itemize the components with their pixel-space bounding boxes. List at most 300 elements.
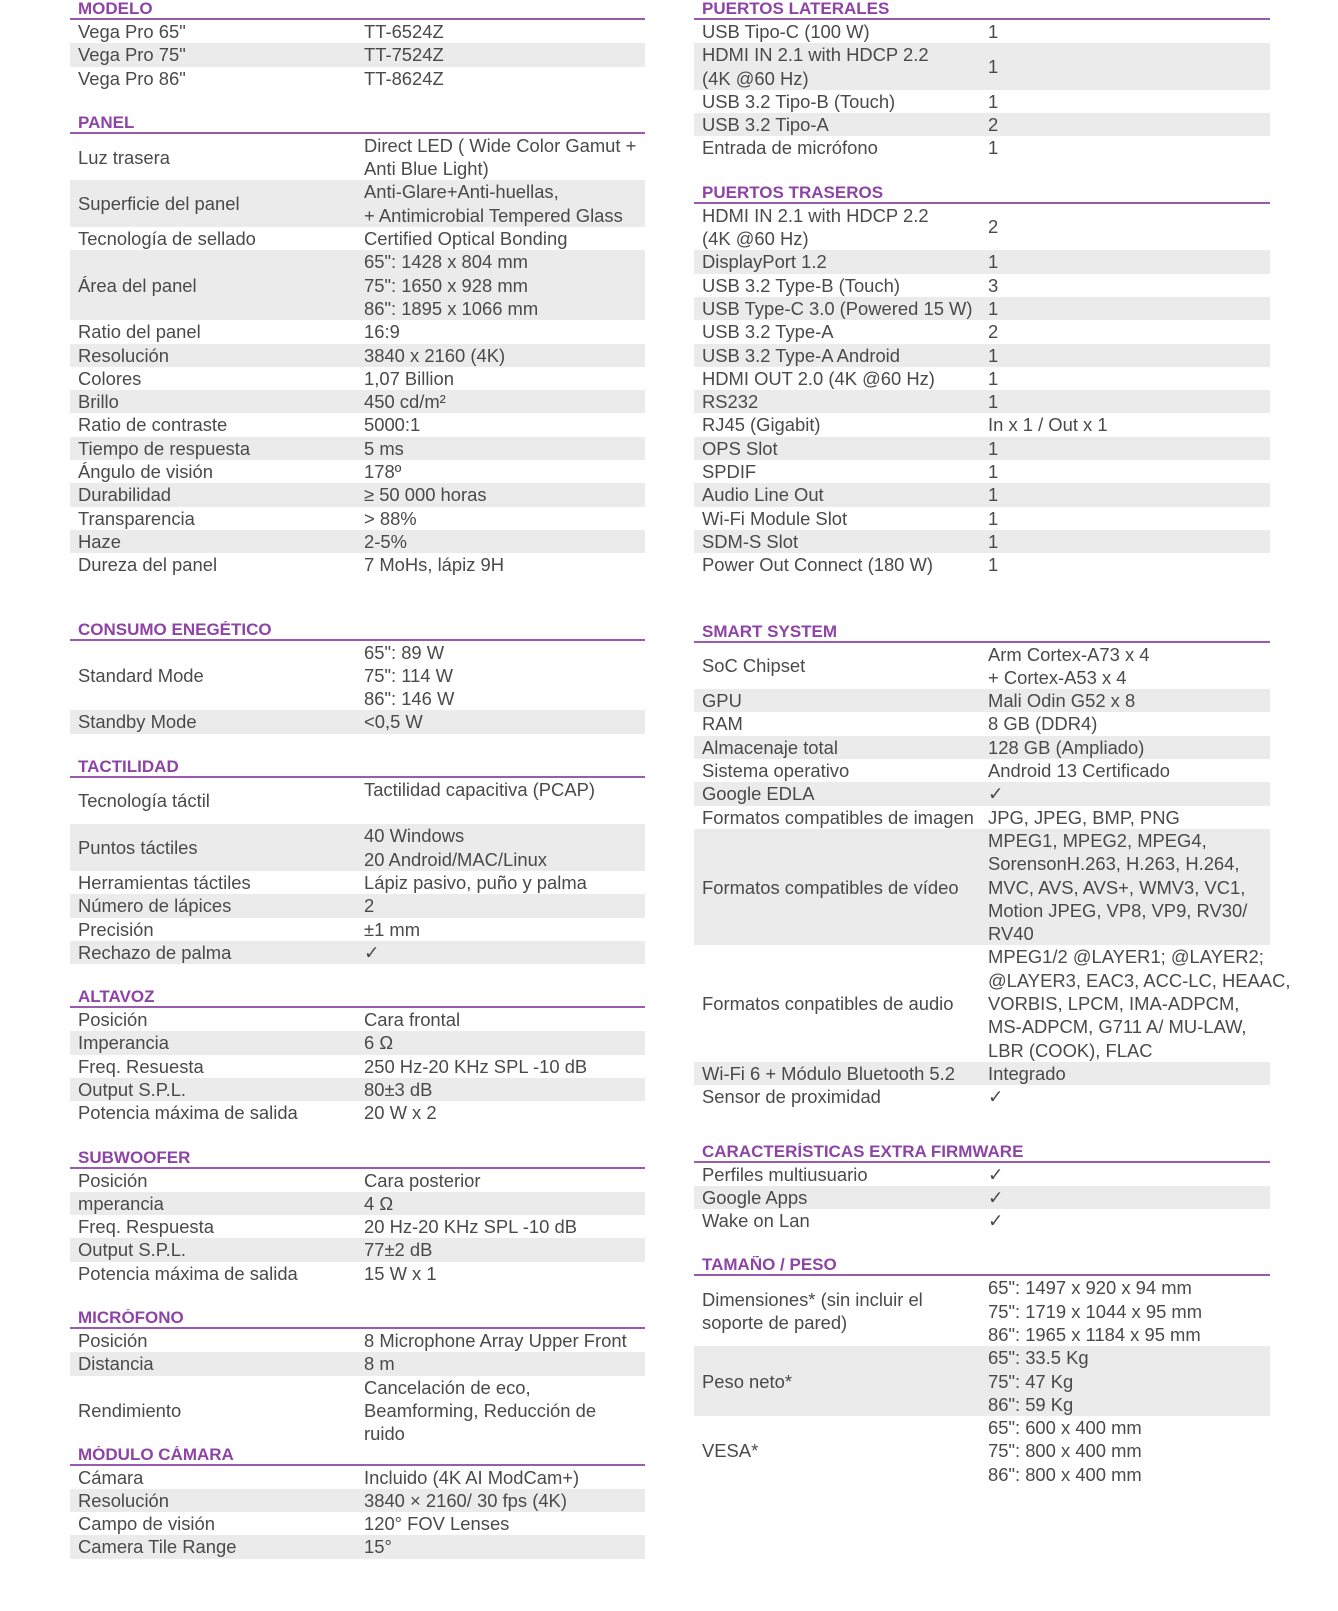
spec-row: [694, 530, 1270, 553]
spec-value-line: 1: [988, 437, 999, 459]
spec-label: [70, 871, 356, 894]
spec-label-line: Output S.P.L.: [78, 1078, 187, 1100]
spec-row: [70, 871, 645, 894]
spec-row: [694, 1085, 1270, 1108]
spec-value: [980, 297, 1270, 320]
section-modelo: [70, 0, 645, 90]
spec-value-line: TT-7524Z: [364, 44, 444, 66]
spec-value: [356, 824, 645, 871]
spec-value-line: Mali Odin G52 x 8: [988, 690, 1136, 712]
spec-label-line: soporte de pared): [702, 1312, 848, 1334]
spec-value-line: MVC, AVS, AVS+, WMV3, VC1,: [988, 876, 1246, 898]
spec-value: [356, 1489, 645, 1512]
section-altavoz: [70, 988, 645, 1124]
spec-value: [356, 1466, 645, 1489]
spec-value-line: 15 W x 1: [364, 1262, 437, 1284]
spec-row: [70, 1352, 645, 1375]
spec-value-line: Direct LED ( Wide Color Gamut +: [364, 134, 637, 156]
spec-value: [356, 507, 645, 530]
spec-label: [694, 736, 980, 759]
spec-value-line: <0,5 W: [364, 711, 423, 733]
spec-value: [980, 945, 1290, 1061]
spec-label: [694, 250, 980, 273]
spec-value: [356, 1008, 645, 1031]
spec-value-line: 1: [988, 21, 999, 42]
spec-row: [694, 1416, 1270, 1486]
spec-label: [694, 413, 980, 436]
spec-value-line: In x 1 / Out x 1: [988, 414, 1108, 436]
spec-value-line: 5000:1: [364, 414, 421, 436]
spec-label-line: USB 3.2 Type-B (Touch): [702, 274, 900, 296]
spec-value-line: 65": 1428 x 804 mm: [364, 251, 528, 273]
spec-value: [356, 1031, 645, 1054]
spec-value-line: Lápiz pasivo, puño y palma: [364, 871, 587, 893]
section-consumo-enegetico: [70, 621, 645, 734]
spec-value: [980, 1416, 1270, 1486]
spec-row: [694, 1346, 1270, 1416]
spec-label: [70, 367, 356, 390]
spec-label: [694, 1186, 980, 1209]
section-title: PUERTOS LATERALES: [694, 0, 1270, 20]
spec-label-line: Posición: [78, 1330, 148, 1352]
spec-value-line: Cancelación de eco,: [364, 1376, 531, 1398]
spec-label: [694, 876, 980, 899]
spec-label-line: Posición: [78, 1169, 148, 1191]
spec-value: [356, 1238, 645, 1261]
spec-label-line: Campo de visión: [78, 1513, 215, 1535]
spec-label-line: Freq. Resuesta: [78, 1055, 204, 1077]
spec-row: [70, 1215, 645, 1238]
spec-value-line: 1: [988, 55, 999, 77]
spec-label: [694, 274, 980, 297]
spec-label-line: VESA*: [702, 1440, 759, 1462]
spec-label-line: Wi-Fi 6 + Módulo Bluetooth 5.2: [702, 1062, 955, 1084]
spec-label: [694, 1209, 980, 1232]
right-column: [694, 0, 1291, 1486]
spec-row: [70, 67, 645, 90]
spec-row: [694, 782, 1270, 805]
spec-label: [694, 344, 980, 367]
spec-label: [70, 530, 356, 553]
spec-value: [980, 437, 1270, 460]
spec-row: [694, 437, 1270, 460]
spec-value-line: 250 Hz-20 KHz SPL -10 dB: [364, 1055, 588, 1077]
spec-row: [70, 1101, 645, 1124]
spec-value-line: Cara frontal: [364, 1009, 461, 1031]
spec-label-line: Vega Pro 75": [78, 44, 186, 66]
spec-value-line: 128 GB (Ampliado): [988, 736, 1145, 758]
spec-value: [356, 710, 645, 733]
spec-label-line: Standard Mode: [78, 664, 204, 686]
spec-label: [694, 759, 980, 782]
spec-row: [694, 689, 1270, 712]
spec-value: [980, 806, 1270, 829]
spec-label: [70, 1329, 356, 1352]
spec-label-line: RJ45 (Gigabit): [702, 414, 821, 436]
spec-label-line: Sensor de proximidad: [702, 1086, 881, 1108]
spec-label: [70, 20, 356, 43]
section-title: PUERTOS TRASEROS: [694, 184, 1270, 204]
section-microfono: [70, 1309, 645, 1445]
spec-label: [694, 992, 980, 1015]
spec-row: [694, 43, 1270, 90]
spec-row: [70, 20, 645, 43]
spec-value: [980, 712, 1270, 735]
spec-label: [70, 390, 356, 413]
spec-value-line: + Cortex-A53 x 4: [988, 666, 1127, 688]
spec-label-line: USB Tipo-C (100 W): [702, 21, 870, 42]
spec-row: [70, 1031, 645, 1054]
spec-value-line: 20 Android/MAC/Linux: [364, 848, 547, 870]
spec-row: [694, 367, 1270, 390]
spec-label-line: Ratio de contraste: [78, 414, 228, 436]
spec-label-line: RS232: [702, 391, 759, 413]
spec-label: [694, 204, 980, 251]
spec-label-line: Almacenaje total: [702, 736, 838, 758]
spec-value-line: 2: [988, 216, 999, 238]
spec-value-line: 2: [988, 321, 999, 343]
spec-value-line: 178º: [364, 461, 402, 483]
spec-value: [356, 483, 645, 506]
spec-label: [70, 1008, 356, 1031]
spec-value: [980, 55, 1270, 78]
spec-value-line: ruido: [364, 1423, 405, 1445]
spec-label: [694, 136, 980, 159]
spec-value: [356, 43, 645, 66]
section-title: MÓDULO CÁMARA: [70, 1446, 645, 1466]
spec-row: [70, 1535, 645, 1558]
spec-value: [356, 1329, 645, 1352]
spec-value-line: RV40: [988, 923, 1034, 945]
spec-value: [980, 344, 1270, 367]
spec-value: [356, 67, 645, 90]
spec-value: [356, 367, 645, 390]
spec-value-line: 1: [988, 484, 999, 506]
spec-label-line: Potencia máxima de salida: [78, 1262, 298, 1284]
spec-label: [694, 1288, 980, 1335]
spec-label: [70, 1101, 356, 1124]
spec-row: [694, 297, 1270, 320]
spec-label: [694, 1085, 980, 1108]
spec-label-line: Vega Pro 65": [78, 21, 186, 42]
spec-label-line: Luz trasera: [78, 146, 170, 168]
spec-value: [980, 829, 1270, 945]
spec-label-line: Resolución: [78, 1489, 169, 1511]
spec-value-line: > 88%: [364, 507, 417, 529]
spec-value-line: LBR (COOK), FLAC: [988, 1039, 1153, 1061]
spec-label-line: Tecnología de sellado: [78, 228, 256, 250]
spec-label: [70, 1215, 356, 1238]
spec-label-line: Freq. Respuesta: [78, 1216, 214, 1238]
spec-label: [694, 530, 980, 553]
spec-value-line: Incluido (4K AI ModCam+): [364, 1466, 580, 1488]
spec-label-line: GPU: [702, 690, 742, 712]
spec-value: [980, 413, 1270, 436]
spec-value-line: 20 W x 2: [364, 1102, 437, 1124]
spec-value-line: Beamforming, Reducción de: [364, 1399, 597, 1421]
spec-row: [694, 320, 1270, 343]
spec-label-line: Tecnología táctil: [78, 790, 210, 812]
section-title: SMART SYSTEM: [694, 623, 1270, 643]
spec-label: [694, 1062, 980, 1085]
spec-value-line: MPEG1/2 @LAYER1; @LAYER2;: [988, 946, 1264, 968]
spec-value-line: Motion JPEG, VP8, VP9, RV30/: [988, 899, 1248, 921]
spec-label: [694, 1163, 980, 1186]
spec-value: [980, 483, 1270, 506]
spec-row: [70, 641, 645, 711]
spec-row: [70, 553, 645, 576]
spec-label: [70, 146, 356, 169]
spec-value-line: 8 Microphone Array Upper Front: [364, 1330, 627, 1352]
spec-value: [356, 641, 645, 711]
spec-value: [980, 320, 1270, 343]
section-title: TACTILIDAD: [70, 758, 645, 778]
spec-label: [694, 390, 980, 413]
spec-label-line: Audio Line Out: [702, 484, 824, 506]
spec-value-line: 1: [988, 367, 999, 389]
spec-label: [70, 1489, 356, 1512]
spec-label: [694, 20, 980, 43]
section-title: MICRÓFONO: [70, 1309, 645, 1329]
spec-row: [70, 918, 645, 941]
left-column: [70, 0, 645, 1559]
spec-value-line: 8 GB (DDR4): [988, 713, 1098, 735]
spec-value-line: ✓: [988, 1163, 1004, 1185]
spec-value-line: TT-6524Z: [364, 21, 444, 42]
spec-value: [356, 134, 645, 181]
spec-label-line: (4K @60 Hz): [702, 228, 809, 250]
spec-label: [694, 90, 980, 113]
spec-label: [70, 1078, 356, 1101]
spec-value: [980, 507, 1270, 530]
spec-label: [70, 1512, 356, 1535]
spec-value: [356, 344, 645, 367]
spec-value-line: ≥ 50 000 horas: [364, 484, 487, 506]
spec-label-line: HDMI OUT 2.0 (4K @60 Hz): [702, 367, 935, 389]
spec-label: [694, 553, 980, 576]
spec-value-line: Tactilidad capacitiva (PCAP): [364, 778, 595, 800]
spec-value: [980, 1062, 1270, 1085]
spec-label-line: (4K @60 Hz): [702, 67, 809, 89]
section-title: PANEL: [70, 114, 645, 134]
spec-row: [70, 530, 645, 553]
spec-row: [70, 778, 645, 825]
spec-label: [70, 507, 356, 530]
spec-row: [70, 710, 645, 733]
spec-row: [70, 483, 645, 506]
spec-value-line: 1: [988, 297, 999, 319]
spec-value: [980, 759, 1270, 782]
spec-label-line: USB 3.2 Tipo-B (Touch): [702, 90, 896, 112]
spec-row: [70, 1329, 645, 1352]
section-puertos-traseros: [694, 184, 1270, 577]
spec-label-line: Perfiles multiusuario: [702, 1163, 868, 1185]
spec-label-line: DisplayPort 1.2: [702, 251, 827, 273]
spec-value-line: 65": 1497 x 920 x 94 mm: [988, 1277, 1192, 1299]
spec-row: [694, 413, 1270, 436]
spec-row: [694, 712, 1270, 735]
section-title: MODELO: [70, 0, 645, 20]
spec-value-line: 3840 × 2160/ 30 fps (4K): [364, 1489, 567, 1511]
section-caracteristicas-extra-firmware: [694, 1143, 1270, 1233]
spec-row: [70, 413, 645, 436]
spec-value-line: ✓: [988, 1186, 1004, 1208]
spec-label-line: Rendimiento: [78, 1399, 182, 1421]
spec-label: [70, 894, 356, 917]
spec-label: [70, 1399, 356, 1422]
spec-label-line: Imperancia: [78, 1032, 169, 1054]
spec-value: [980, 1209, 1270, 1232]
spec-row: [70, 1512, 645, 1535]
spec-value-line: 3840 x 2160 (4K): [364, 344, 506, 366]
spec-value: [980, 553, 1270, 576]
spec-label: [70, 836, 356, 859]
spec-label-line: Google Apps: [702, 1186, 808, 1208]
spec-row: [694, 204, 1270, 251]
spec-row: [694, 113, 1270, 136]
spec-label: [70, 1352, 356, 1375]
spec-label: [70, 1192, 356, 1215]
spec-label: [694, 507, 980, 530]
spec-value: [980, 136, 1270, 159]
spec-row: [70, 1262, 645, 1285]
spec-value: [356, 1262, 645, 1285]
spec-label: [694, 782, 980, 805]
spec-value-line: 1: [988, 90, 999, 112]
spec-label-line: Google EDLA: [702, 783, 815, 805]
spec-value: [356, 1215, 645, 1238]
spec-label-line: Ángulo de visión: [78, 461, 213, 483]
spec-label-line: Dimensiones* (sin incluir el: [702, 1289, 923, 1311]
spec-value-line: 5 ms: [364, 437, 404, 459]
spec-label: [70, 1169, 356, 1192]
section-title: CONSUMO ENEGÉTICO: [70, 621, 645, 641]
spec-row: [694, 1163, 1270, 1186]
spec-row: [70, 1376, 645, 1446]
spec-row: [70, 1169, 645, 1192]
spec-value-line: 2: [988, 114, 999, 136]
spec-value-line: 40 Windows: [364, 825, 465, 847]
spec-label-line: Rechazo de palma: [78, 941, 232, 963]
spec-value-line: 15°: [364, 1536, 392, 1558]
spec-row: [694, 736, 1270, 759]
spec-row: [694, 274, 1270, 297]
spec-label-line: Tiempo de respuesta: [78, 437, 251, 459]
spec-value: [356, 1376, 645, 1446]
spec-value-line: MPEG1, MPEG2, MPEG4,: [988, 829, 1207, 851]
spec-label-line: Wake on Lan: [702, 1210, 810, 1232]
spec-label: [70, 67, 356, 90]
spec-label: [694, 43, 980, 90]
spec-label-line: Superficie del panel: [78, 193, 240, 215]
spec-value-line: 86": 800 x 400 mm: [988, 1463, 1142, 1485]
spec-label-line: HDMI IN 2.1 with HDCP 2.2: [702, 44, 929, 66]
spec-value: [980, 689, 1270, 712]
spec-value: [980, 367, 1270, 390]
spec-value: [356, 413, 645, 436]
spec-label-line: HDMI IN 2.1 with HDCP 2.2: [702, 204, 929, 226]
spec-value-line: 1: [988, 344, 999, 366]
spec-label-line: Haze: [78, 530, 121, 552]
spec-label-line: USB Type-C 3.0 (Powered 15 W): [702, 297, 973, 319]
spec-label-line: Power Out Connect (180 W): [702, 554, 933, 576]
spec-label: [70, 1031, 356, 1054]
spec-value-line: Cara posterior: [364, 1169, 481, 1191]
spec-value-line: 1: [988, 530, 999, 552]
spec-value-line: 1: [988, 554, 999, 576]
spec-label: [694, 320, 980, 343]
spec-row: [694, 344, 1270, 367]
spec-value-line: 65": 33.5 Kg: [988, 1347, 1089, 1369]
spec-value-line: Integrado: [988, 1062, 1066, 1084]
spec-label: [694, 437, 980, 460]
spec-value-line: 75": 114 W: [364, 664, 453, 686]
spec-row: [694, 390, 1270, 413]
spec-value-line: 2: [364, 895, 375, 917]
spec-value-line: ✓: [364, 941, 380, 963]
spec-value: [356, 1078, 645, 1101]
spec-label-line: Posición: [78, 1009, 148, 1031]
spec-value-line: ✓: [988, 1210, 1004, 1232]
spec-value: [980, 643, 1270, 690]
spec-label-line: SPDIF: [702, 461, 757, 483]
spec-label-line: USB 3.2 Type-A: [702, 321, 834, 343]
spec-value: [356, 894, 645, 917]
spec-row: [70, 367, 645, 390]
spec-row: [694, 250, 1270, 273]
spec-label: [70, 664, 356, 687]
spec-row: [70, 1055, 645, 1078]
spec-value: [980, 113, 1270, 136]
spec-label: [694, 460, 980, 483]
section-title: ALTAVOZ: [70, 988, 645, 1008]
spec-value: [356, 871, 645, 894]
spec-label: [70, 789, 356, 812]
spec-row: [694, 759, 1270, 782]
spec-label-line: Formatos conpatibles de audio: [702, 993, 954, 1014]
spec-value: [356, 1512, 645, 1535]
spec-label: [694, 654, 980, 677]
spec-value: [980, 1163, 1270, 1186]
spec-value-line: 75": 800 x 400 mm: [988, 1440, 1142, 1462]
spec-value-line: 86": 1965 x 1184 x 95 mm: [988, 1323, 1201, 1345]
spec-label: [70, 553, 356, 576]
spec-value-line: 1: [988, 391, 999, 413]
spec-value-line: 77±2 dB: [364, 1239, 433, 1261]
spec-value: [980, 1085, 1270, 1108]
spec-label: [70, 43, 356, 66]
spec-label-line: RAM: [702, 713, 743, 735]
section-modulo-camara: [70, 1446, 645, 1559]
spec-label: [694, 297, 980, 320]
spec-value: [356, 778, 645, 801]
spec-value-line: 86": 59 Kg: [988, 1393, 1074, 1415]
spec-value-line: Arm Cortex-A73 x 4: [988, 643, 1150, 665]
spec-row: [694, 1209, 1270, 1232]
spec-row: [70, 894, 645, 917]
spec-value-line: ✓: [988, 783, 1004, 805]
spec-value-line: 450 cd/m²: [364, 391, 446, 413]
spec-row: [70, 134, 645, 181]
spec-row: [70, 1489, 645, 1512]
spec-label-line: USB 3.2 Tipo-A: [702, 114, 829, 136]
spec-label-line: Wi-Fi Module Slot: [702, 507, 848, 529]
spec-value-line: 16:9: [364, 321, 400, 343]
spec-label-line: Distancia: [78, 1353, 154, 1375]
spec-row: [70, 320, 645, 343]
spec-label-line: Camera Tile Range: [78, 1536, 237, 1558]
section-tamano-peso: [694, 1256, 1270, 1486]
